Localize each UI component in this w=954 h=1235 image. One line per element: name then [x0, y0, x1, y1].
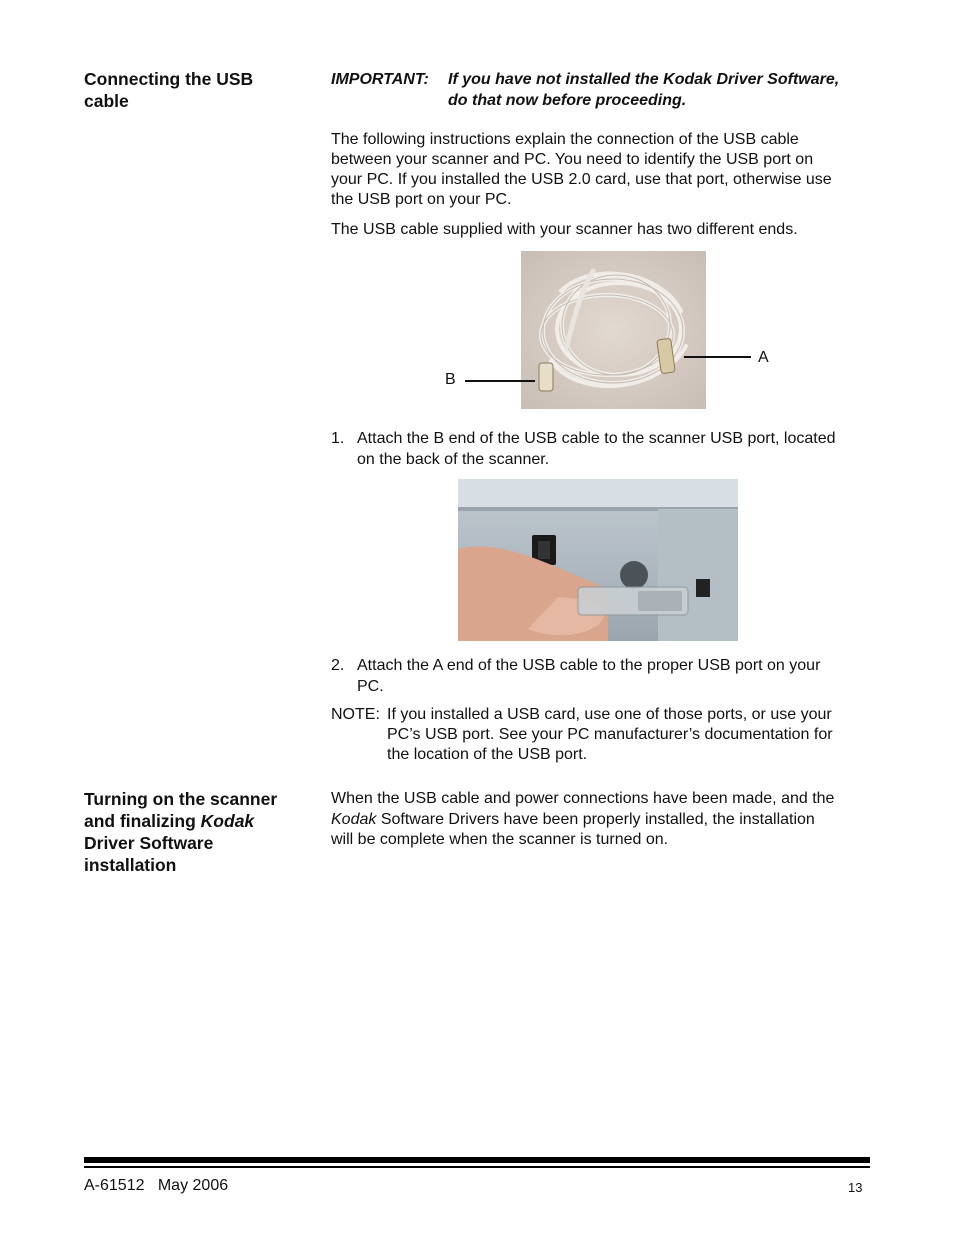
callout-line-b	[465, 380, 535, 382]
power-jack-shape	[620, 561, 648, 589]
intro-paragraph	[331, 130, 881, 210]
document-id: A-61512	[84, 1177, 145, 1194]
usb-cable-photo	[521, 251, 706, 409]
footer-rule-thick	[84, 1157, 870, 1163]
callout-label-a: A	[758, 349, 769, 366]
heading-line: installation	[84, 855, 177, 875]
page-number: 13	[848, 1180, 863, 1195]
step-number: 2.	[331, 657, 345, 674]
important-label: IMPORTANT:	[331, 71, 429, 88]
callout-label-b: B	[445, 371, 456, 388]
important-notice	[448, 69, 878, 111]
heading-line: cable	[84, 91, 129, 111]
connector-b-shape	[539, 363, 553, 391]
kodak-brand-text: Kodak	[331, 810, 377, 828]
heading-line	[84, 810, 324, 832]
step-1-text	[357, 428, 882, 470]
heading-line: Driver Software	[84, 833, 214, 853]
footer-doc-info	[84, 1177, 228, 1195]
cable-ends-paragraph: The USB cable supplied with your scanner has two different ends.	[331, 221, 798, 238]
step-line: PC.	[357, 678, 384, 695]
note-line: PC’s USB port. See your PC manufacturer’s documentation for	[387, 726, 833, 743]
kodak-brand-text: Kodak	[200, 811, 255, 831]
paragraph-line: between your scanner and PC. You need to identify the USB port on	[331, 151, 814, 168]
usb-port-shape	[696, 579, 710, 597]
publication-date: May 2006	[157, 1177, 229, 1194]
important-line: do that now before proceeding.	[448, 92, 687, 109]
paragraph-line: The following instructions explain the connection of the USB cable	[331, 131, 799, 148]
step-line: Attach the A end of the USB cable to the proper USB port on your	[357, 657, 821, 674]
paragraph-line	[331, 810, 886, 831]
paragraph-line: will be complete when the scanner is turned on.	[331, 831, 669, 848]
heading-line: Turning on the scanner	[84, 789, 278, 809]
usb-cable-illustration	[521, 251, 706, 409]
note-line: the location of the USB port.	[387, 746, 588, 763]
note-line: If you installed a USB card, use one of those ports, or use your	[387, 706, 832, 723]
paragraph-line: the USB port on your PC.	[331, 191, 512, 208]
note-text	[387, 705, 887, 765]
heading-line: Connecting the USB	[84, 69, 254, 89]
scanner-illustration	[458, 479, 738, 641]
step-line: Attach the B end of the USB cable to the scanner USB port, located	[357, 430, 836, 447]
footer-rule-thin	[84, 1166, 870, 1168]
step-number: 1.	[331, 430, 345, 447]
heading-text: and finalizing	[84, 811, 201, 831]
step-line: on the back of the scanner.	[357, 451, 550, 468]
callout-line-a	[684, 356, 751, 358]
section-heading-usb-cable	[84, 68, 304, 112]
section-heading-turning-on	[84, 788, 324, 876]
turning-on-paragraph	[331, 789, 886, 851]
step-2-text	[357, 655, 882, 697]
important-line: If you have not installed the Kodak Driver Software,	[448, 71, 840, 88]
scanner-usb-port-photo	[458, 479, 738, 641]
paragraph-line: your PC. If you installed the USB 2.0 card, use that port, otherwise use	[331, 171, 832, 188]
paragraph-line: When the USB cable and power connections have been made, and the	[331, 790, 835, 807]
note-label: NOTE:	[331, 706, 380, 723]
paragraph-text: Software Drivers have been properly installed, the installation	[376, 810, 815, 828]
